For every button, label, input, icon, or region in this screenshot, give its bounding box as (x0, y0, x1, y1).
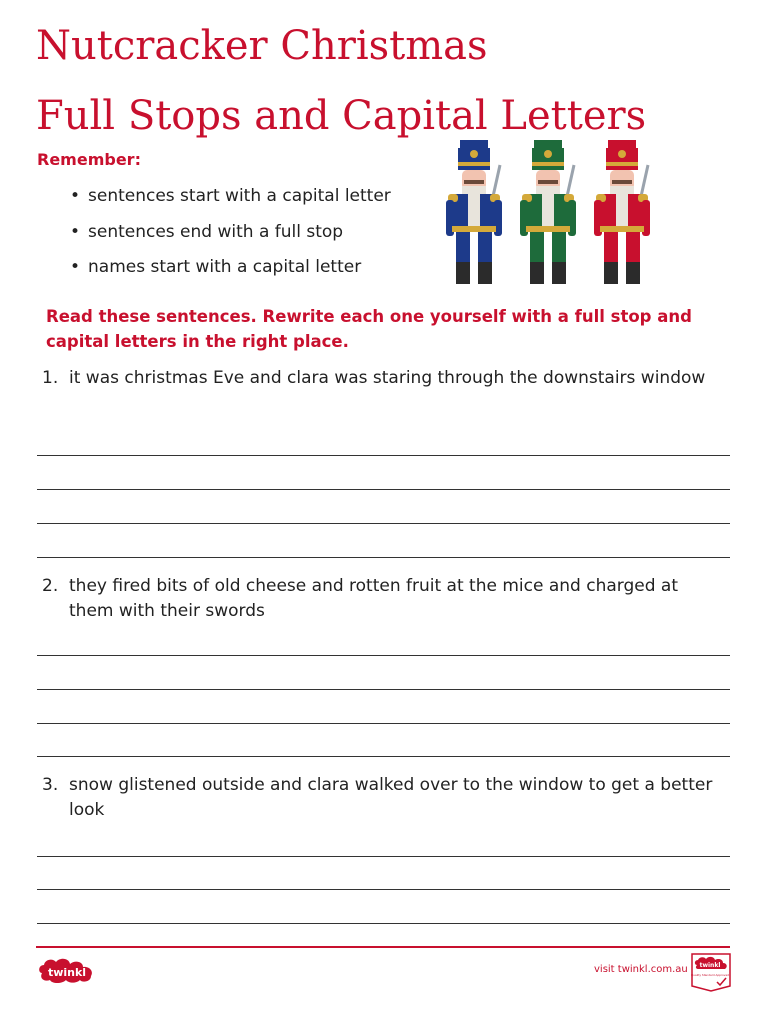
instructions: Read these sentences. Rewrite each one yourself with a full stop and capital letters in the right place. (46, 307, 692, 351)
writing-line[interactable] (37, 489, 730, 490)
red-nutcracker (594, 140, 650, 284)
question-number: 1. (42, 368, 59, 388)
question-text: snow glistened outside and clara walked over to the window to get a better look (69, 775, 713, 820)
question-number: 3. (42, 775, 59, 795)
writing-line[interactable] (37, 557, 730, 558)
blue-nutcracker (446, 140, 502, 284)
badge-brand-text: twinkl (699, 962, 721, 969)
remember-label: Remember: (37, 150, 141, 169)
writing-line[interactable] (37, 723, 730, 724)
writing-line[interactable] (37, 523, 730, 524)
writing-line[interactable] (37, 856, 730, 857)
visit-website-link[interactable]: visit twinkl.com.au (594, 964, 688, 975)
bullet-glyph: • (70, 257, 81, 277)
writing-line[interactable] (37, 689, 730, 690)
rule-text: sentences end with a full stop (88, 222, 344, 242)
writing-line[interactable] (37, 756, 730, 757)
rule-item (70, 257, 361, 277)
quality-standard-badge (689, 952, 733, 992)
bullet-glyph: • (70, 222, 81, 242)
green-nutcracker (520, 140, 576, 284)
rule-text: sentences start with a capital letter (88, 186, 391, 206)
question-1 (42, 366, 722, 391)
page-title-line-1: Nutcracker Christmas (36, 23, 488, 69)
footer-divider (36, 946, 730, 948)
rule-item (70, 186, 391, 206)
nutcracker-soldiers-illustration (438, 140, 663, 290)
writing-line[interactable] (37, 655, 730, 656)
writing-line[interactable] (37, 889, 730, 890)
bullet-glyph: • (70, 186, 81, 206)
logo-text: twinkl (47, 966, 87, 979)
twinkl-logo[interactable] (36, 955, 98, 985)
rule-item (70, 222, 343, 242)
question-3 (42, 773, 722, 823)
badge-caption-text: Quality Standard Approved (691, 973, 729, 977)
rule-text: names start with a capital letter (88, 257, 362, 277)
question-2 (42, 574, 722, 624)
writing-line[interactable] (37, 455, 730, 456)
question-number: 2. (42, 576, 59, 596)
question-text: it was christmas Eve and clara was staring through the downstairs window (69, 368, 706, 388)
question-text: they fired bits of old cheese and rotten fruit at the mice and charged at them with their swords (69, 576, 678, 621)
writing-line[interactable] (37, 923, 730, 924)
page-title-line-2: Full Stops and Capital Letters (36, 93, 647, 139)
